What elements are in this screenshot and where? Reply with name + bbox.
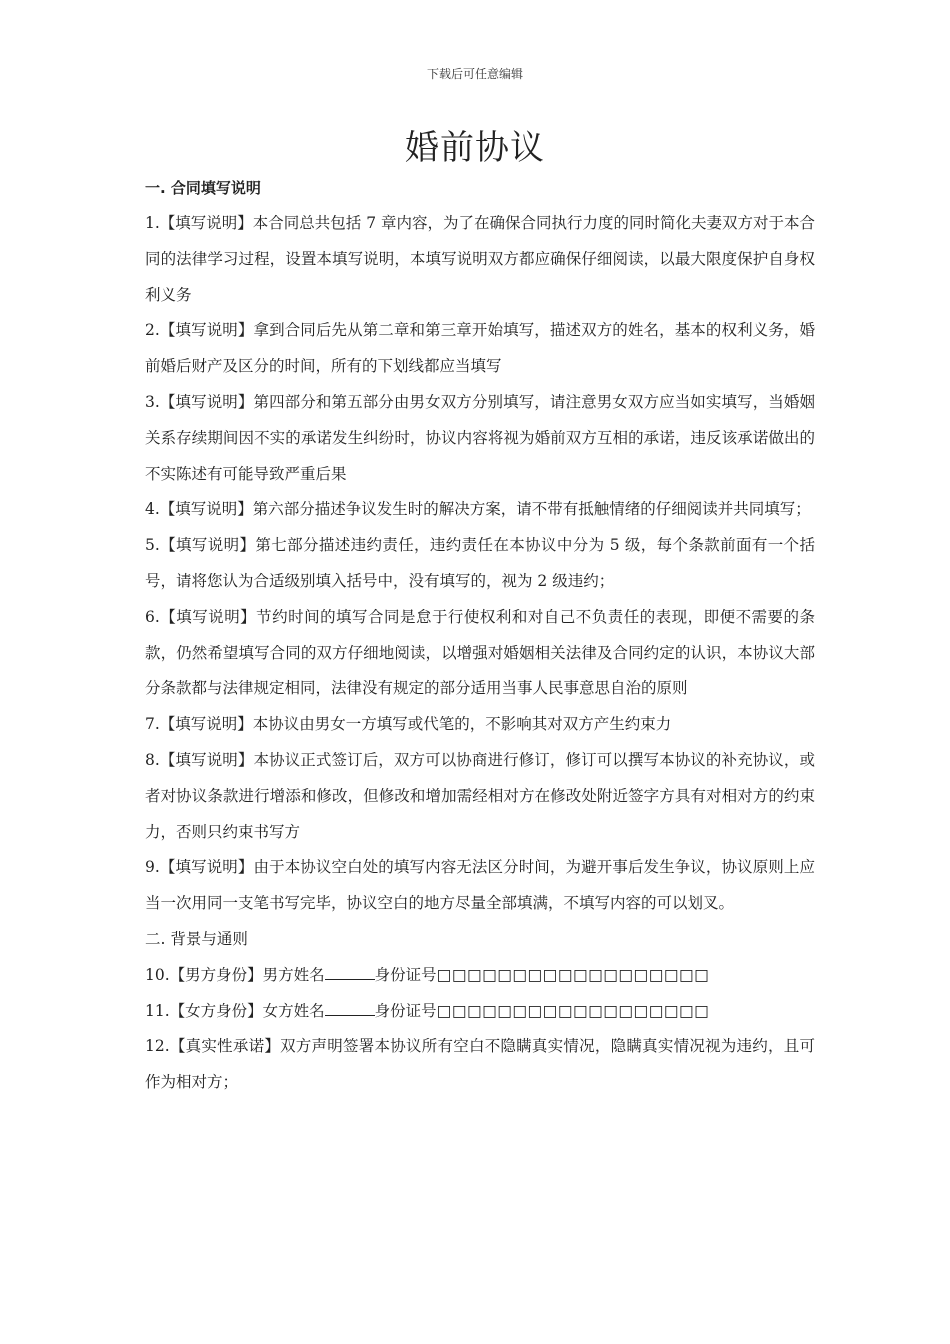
female-name-blank — [325, 1001, 375, 1016]
instruction-paragraph-4: 4.【填写说明】第六部分描述争议发生时的解决方案，请不带有抵触情绪的仔细阅读并共同填写； — [145, 500, 811, 519]
document-body — [145, 206, 815, 1101]
section-heading-background: 二. 背景与通则 — [145, 929, 248, 948]
female-id-label: 身份证号 — [374, 1001, 437, 1020]
male-name-blank — [325, 965, 375, 980]
male-identity-line — [145, 958, 815, 994]
female-identity-line — [145, 994, 815, 1030]
section-heading-instructions: 一. 合同填写说明 — [145, 179, 261, 197]
instruction-paragraph-1: 1.【填写说明】本合同总共包括 7 章内容，为了在确保合同执行力度的同时简化夫妻双方对于本合同的法律学习过程，设置本填写说明，本填写说明双方都应确保仔细阅读，以最大限度保护自身权利义务 — [145, 214, 816, 304]
male-id-boxes: □□□□□□□□□□□□□□□□□□ — [436, 965, 710, 984]
instruction-paragraph-7: 7.【填写说明】本协议由男女一方填写或代笔的，不影响其对双方产生约束力 — [145, 715, 672, 734]
instruction-paragraph-9: 9.【填写说明】由于本协议空白处的填写内容无法区分时间，为避开事后发生争议，协议原则上应当一次用同一支笔书写完毕，协议空白的地方尽量全部填满，不填写内容的可以划叉。 — [145, 858, 815, 913]
instruction-paragraph-3: 3.【填写说明】第四部分和第五部分由男女双方分别填写，请注意男女双方应当如实填写，当婚姻关系存续期间因不实的承诺发生纠纷时，协议内容将视为婚前双方互相的承诺，违反该承诺做出的不实陈述有可能导致严重后果 — [145, 392, 815, 483]
instruction-paragraph-5: 5.【填写说明】第七部分描述违约责任，违约责任在本协议中分为 5 级，每个条款前面有一个括号，请将您认为合适级别填入括号中，没有填写的，视为 2 级违约； — [145, 536, 815, 590]
female-id-boxes: □□□□□□□□□□□□□□□□□□ — [436, 1001, 710, 1020]
instruction-paragraph-6: 6.【填写说明】节约时间的填写合同是怠于行使权利和对自己不负责任的表现，即便不需要的条款，仍然希望填写合同的双方仔细地阅读，以增强对婚姻相关法律及合同约定的认识，本协议大部分条款都与法律规定相同，法律没有规定的部分适用当事人民事意思自治的原则 — [145, 607, 815, 698]
document-title: 婚前协议 — [405, 128, 545, 168]
instruction-paragraph-2: 2.【填写说明】拿到合同后先从第二章和第三章开始填写，描述双方的姓名，基本的权利义务，婚前婚后财产及区分的时间，所有的下划线都应当填写 — [145, 321, 815, 376]
instruction-paragraph-8: 8.【填写说明】本协议正式签订后，双方可以协商进行修订，修订可以撰写本协议的补充协议，或者对协议条款进行增添和修改，但修改和增加需经相对方在修改处附近签字方具有对相对方的约束力，否则只约束书写方 — [145, 750, 815, 841]
female-identity-label: 11.【女方身份】女方姓名 — [145, 1001, 325, 1020]
male-identity-label: 10.【男方身份】男方姓名 — [145, 965, 325, 984]
truthfulness-paragraph-12: 12.【真实性承诺】双方声明签署本协议所有空白不隐瞒真实情况，隐瞒真实情况视为违约，且可作为相对方； — [145, 1037, 815, 1092]
male-id-label: 身份证号 — [374, 965, 437, 984]
page-header-note: 下载后可任意编辑 — [426, 67, 523, 81]
